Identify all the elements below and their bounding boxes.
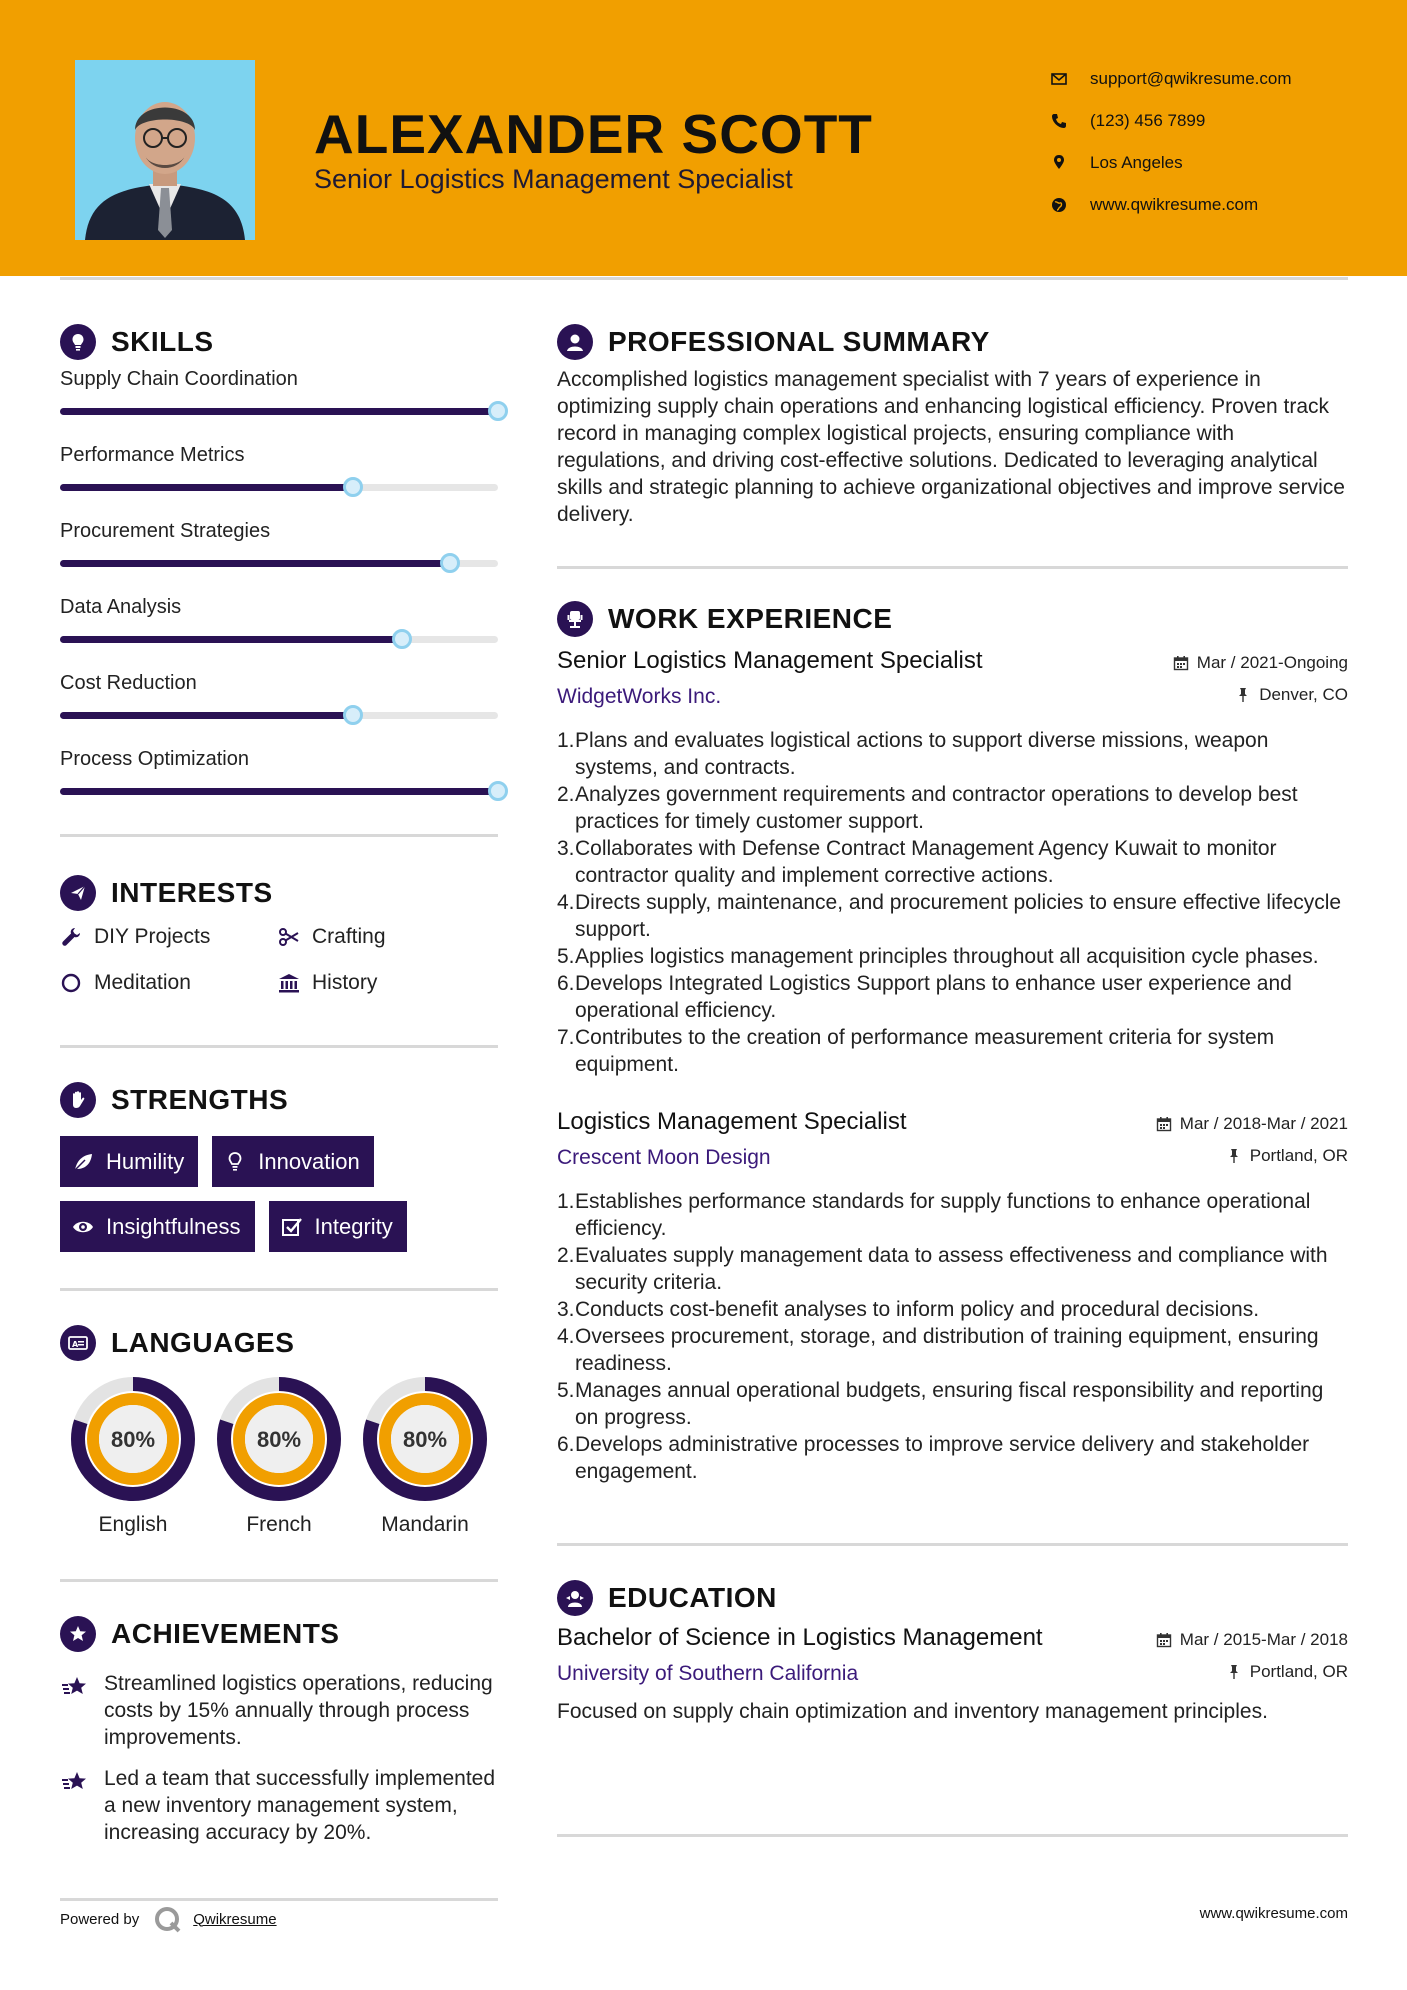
contact-email <box>1050 58 1292 100</box>
education-heading <box>557 1576 1348 1620</box>
skill-knob <box>488 781 508 801</box>
circle-icon <box>60 972 82 994</box>
lightbulb-icon <box>224 1151 246 1173</box>
achievements-title: ACHIEVEMENTS <box>111 1618 340 1649</box>
graduate-icon <box>557 1580 593 1616</box>
job-bullet: 3. Conducts cost-benefit analyses to inform policy and procedural decisions. <box>557 1298 1260 1321</box>
contact-location <box>1050 142 1292 184</box>
achievement-text: Streamlined logistics operations, reducing costs by 15% annually through process improvements. <box>104 1672 493 1749</box>
summary-text: Accomplished logistics management specialist with 7 years of experience in optimizing supply chain operations and enhancing logistical efficiency. Proven track record in managing complex logistical projects, ensuring compliance with regulations, and driving cost-effective solutions. Dedicated to leveraging analytical skills and strategic planning to achieve organizational objectives and improve service delivery. <box>557 368 1345 526</box>
strength-tag <box>60 1136 198 1187</box>
language-donut <box>217 1377 341 1501</box>
interests-list <box>60 915 498 999</box>
job-subheader <box>557 685 1348 709</box>
skill-item <box>60 516 498 592</box>
skill-knob <box>488 401 508 421</box>
skill-bar <box>60 484 498 491</box>
pushpin-icon <box>1235 687 1251 703</box>
interests-heading <box>60 871 498 915</box>
skill-bar <box>60 560 498 567</box>
strength-label: Integrity <box>314 1213 393 1239</box>
education-description: Focused on supply chain optimization and inventory management principles. <box>557 1700 1268 1723</box>
strengths-list <box>60 1122 498 1252</box>
scissors-icon <box>278 926 300 948</box>
candidate-name: ALEXANDER SCOTT <box>314 103 873 165</box>
language-item <box>352 1377 498 1537</box>
contact-website <box>1050 184 1292 226</box>
job-bullet: 6. Develops administrative processes to improve service delivery and stakeholder engagement. <box>557 1431 1348 1485</box>
interest-label: Meditation <box>94 971 191 994</box>
achievements-heading <box>60 1612 498 1656</box>
powered-by-label: Powered by <box>60 1910 140 1928</box>
svg-text:A: A <box>72 1340 79 1349</box>
strength-label: Humility <box>106 1148 185 1174</box>
summary-heading <box>557 320 1348 364</box>
bullet-text: Oversees procurement, storage, and distribution of training equipment, ensuring readiness. <box>575 1325 1319 1375</box>
job-dates <box>1173 653 1348 673</box>
achievement-text: Led a team that successfully implemented a new inventory management system, increasing accuracy by 20%. <box>104 1767 496 1844</box>
qwikresume-link[interactable]: Qwikresume <box>193 1910 277 1928</box>
leaf-icon <box>72 1151 94 1173</box>
interest-label: DIY Projects <box>94 925 211 948</box>
job-entry <box>557 647 1348 1078</box>
job-title: Logistics Management Specialist <box>557 1108 907 1135</box>
footer-url[interactable]: www.qwikresume.com <box>1199 1905 1348 1922</box>
bullet-text: Applies logistics management principles throughout all acquisition cycle phases. <box>575 945 1319 968</box>
candidate-role: Senior Logistics Management Specialist <box>314 164 793 194</box>
education-dates-text: Mar / 2015-Mar / 2018 <box>1179 1630 1348 1649</box>
interest-item <box>60 967 278 999</box>
languages-list <box>60 1365 498 1537</box>
skill-knob <box>343 705 363 725</box>
skill-label: Data Analysis <box>60 596 182 618</box>
job-dates <box>1156 1114 1348 1134</box>
bullet-text: Manages annual operational budgets, ensuring fiscal responsibility and reporting on progress. <box>575 1379 1324 1429</box>
office-chair-icon <box>557 601 593 637</box>
hand-icon <box>60 1082 96 1118</box>
experience-heading <box>557 597 1348 641</box>
header-divider <box>60 277 1348 280</box>
skill-label: Supply Chain Coordination <box>60 368 298 390</box>
education-location <box>1226 1662 1348 1682</box>
skill-label: Cost Reduction <box>60 672 197 694</box>
job-bullet: 4. Oversees procurement, storage, and distribution of training equipment, ensuring readiness. <box>557 1323 1348 1377</box>
job-location <box>1226 1146 1348 1166</box>
section-divider <box>557 1543 1348 1546</box>
location-text: Los Angeles <box>1090 153 1183 172</box>
skill-knob <box>392 629 412 649</box>
bullet-text: Develops Integrated Logistics Support plans to enhance user experience and operational efficiency. <box>575 972 1292 1022</box>
strengths-title: STRENGTHS <box>111 1084 289 1115</box>
language-percent: 80% <box>402 1427 448 1452</box>
section-divider <box>557 1834 1348 1837</box>
qwikresume-logo-icon <box>153 1904 183 1934</box>
calendar-icon <box>1156 1116 1172 1132</box>
skills-list <box>60 364 498 820</box>
job-entry <box>557 1108 1348 1485</box>
bullet-text: Evaluates supply management data to assess effectiveness and compliance with security criteria. <box>575 1244 1328 1294</box>
paper-plane-icon <box>60 875 96 911</box>
experience-title: WORK EXPERIENCE <box>608 603 893 634</box>
achievement-item <box>60 1765 498 1846</box>
job-dates-text: Mar / 2018-Mar / 2021 <box>1179 1114 1348 1133</box>
language-item <box>60 1377 206 1537</box>
skill-bar <box>60 712 498 719</box>
bullet-text: Contributes to the creation of performance measurement criteria for system equipment. <box>575 1026 1275 1076</box>
profile-photo <box>75 60 255 240</box>
languages-title: LANGUAGES <box>111 1327 295 1358</box>
job-bullet: 2. Evaluates supply management data to assess effectiveness and compliance with security criteria. <box>557 1242 1348 1296</box>
job-location <box>1235 685 1348 705</box>
contact-list <box>1050 58 1292 226</box>
skill-item <box>60 364 498 440</box>
skill-knob <box>440 553 460 573</box>
interest-item <box>278 967 498 999</box>
envelope-icon <box>1050 70 1068 88</box>
contact-phone <box>1050 100 1292 142</box>
job-dates-text: Mar / 2021-Ongoing <box>1196 653 1348 672</box>
bullet-text: Develops administrative processes to improve service delivery and stakeholder engagement. <box>575 1433 1310 1483</box>
section-divider <box>60 1288 498 1291</box>
job-bullet: 1. Establishes performance standards for supply functions to enhance operational efficiency. <box>557 1188 1348 1242</box>
skill-fill <box>60 484 353 491</box>
interest-item <box>60 921 278 953</box>
star-badge-icon <box>60 1616 96 1652</box>
skill-fill <box>60 712 353 719</box>
powered-by <box>60 1904 277 1934</box>
education-dates <box>1156 1630 1348 1650</box>
summary-title: PROFESSIONAL SUMMARY <box>608 326 990 357</box>
skill-fill <box>60 636 402 643</box>
skill-item <box>60 440 498 516</box>
job-subheader <box>557 1146 1348 1170</box>
job-bullet: 2. Analyzes government requirements and contractor operations to develop best practices for timely customer support. <box>557 781 1348 835</box>
interest-item <box>278 921 498 953</box>
strength-tag <box>60 1201 255 1252</box>
section-divider <box>60 1045 498 1048</box>
resume-header <box>0 0 1407 276</box>
achievements-list <box>60 1670 498 1846</box>
education-header <box>557 1624 1348 1652</box>
star-icon <box>60 1672 90 1702</box>
calendar-icon <box>1173 655 1189 671</box>
lightbulb-icon <box>60 324 96 360</box>
language-card-icon <box>60 1325 96 1361</box>
school-name: University of Southern California <box>557 1662 859 1685</box>
skill-label: Performance Metrics <box>60 444 245 466</box>
strength-tag <box>212 1136 374 1187</box>
skill-bar <box>60 788 498 795</box>
interests-title: INTERESTS <box>111 877 273 908</box>
job-bullets <box>557 1188 1348 1485</box>
skills-title: SKILLS <box>111 326 214 357</box>
email-text[interactable]: support@qwikresume.com <box>1090 69 1292 88</box>
education-subheader <box>557 1662 1348 1686</box>
education-title: EDUCATION <box>608 1582 777 1613</box>
degree-title: Bachelor of Science in Logistics Management <box>557 1624 1043 1651</box>
star-icon <box>60 1767 90 1797</box>
bullet-text: Directs supply, maintenance, and procurement policies to ensure effective lifecycle support. <box>575 891 1342 941</box>
calendar-icon <box>1156 1632 1172 1648</box>
strengths-heading <box>60 1078 498 1122</box>
user-icon <box>557 324 593 360</box>
wrench-icon <box>60 926 82 948</box>
pushpin-icon <box>1226 1664 1242 1680</box>
right-column <box>557 320 1348 1725</box>
job-bullet: 5. Manages annual operational budgets, ensuring fiscal responsibility and reporting on progress. <box>557 1377 1348 1431</box>
section-divider <box>60 834 498 837</box>
skills-heading <box>60 320 498 364</box>
skill-label: Process Optimization <box>60 748 249 770</box>
section-divider <box>557 566 1348 569</box>
footer-divider <box>60 1898 498 1901</box>
language-donut <box>71 1377 195 1501</box>
job-bullet: 7. Contributes to the creation of performance measurement criteria for system equipment. <box>557 1024 1348 1078</box>
eye-icon <box>72 1216 94 1238</box>
interest-label: Crafting <box>312 925 386 948</box>
language-label: French <box>246 1513 312 1536</box>
language-percent: 80% <box>256 1427 302 1452</box>
job-company: Crescent Moon Design <box>557 1146 771 1169</box>
job-location-text: Denver, CO <box>1259 685 1348 704</box>
skill-bar <box>60 636 498 643</box>
bullet-text: Plans and evaluates logistical actions to support diverse missions, weapon systems, and contracts. <box>575 729 1269 779</box>
education-entry <box>557 1624 1348 1725</box>
skill-label: Procurement Strategies <box>60 520 271 542</box>
phone-text: (123) 456 7899 <box>1090 111 1206 130</box>
job-location-text: Portland, OR <box>1249 1146 1348 1165</box>
skill-knob <box>343 477 363 497</box>
skill-bar <box>60 408 498 415</box>
skill-fill <box>60 560 450 567</box>
bullet-text: Establishes performance standards for supply functions to enhance operational efficiency. <box>575 1190 1311 1240</box>
website-text[interactable]: www.qwikresume.com <box>1090 195 1259 214</box>
job-bullet: 6. Develops Integrated Logistics Support plans to enhance user experience and operational efficiency. <box>557 970 1348 1024</box>
bullet-text: Conducts cost-benefit analyses to inform policy and procedural decisions. <box>575 1298 1260 1321</box>
globe-icon <box>1050 196 1068 214</box>
pushpin-icon <box>1226 1148 1242 1164</box>
phone-icon <box>1050 112 1068 130</box>
language-item <box>206 1377 352 1537</box>
job-bullet: 5. Applies logistics management principles throughout all acquisition cycle phases. <box>557 945 1319 968</box>
job-bullets <box>557 727 1348 1078</box>
job-bullet: 1. Plans and evaluates logistical actions to support diverse missions, weapon systems, and contracts. <box>557 727 1348 781</box>
skill-item <box>60 592 498 668</box>
skill-fill <box>60 408 498 415</box>
bullet-text: Collaborates with Defense Contract Management Agency Kuwait to monitor contractor quality and implement corrective actions. <box>575 837 1277 887</box>
map-pin-icon <box>1050 154 1068 172</box>
languages-heading <box>60 1321 498 1365</box>
strength-tag <box>269 1201 407 1252</box>
language-label: English <box>98 1513 168 1536</box>
bullet-text: Analyzes government requirements and contractor operations to develop best practices for timely customer support. <box>575 783 1298 833</box>
language-percent: 80% <box>110 1427 156 1452</box>
skill-item <box>60 744 498 820</box>
language-donut <box>363 1377 487 1501</box>
job-bullet: 3. Collaborates with Defense Contract Management Agency Kuwait to monitor contractor quality and implement corrective actions. <box>557 835 1348 889</box>
strength-label: Insightfulness <box>106 1213 241 1239</box>
job-title: Senior Logistics Management Specialist <box>557 647 983 674</box>
achievement-item <box>60 1670 498 1751</box>
language-label: Mandarin <box>381 1513 469 1536</box>
left-column <box>60 320 498 1846</box>
checkbox-icon <box>281 1216 303 1238</box>
skill-item <box>60 668 498 744</box>
skill-fill <box>60 788 498 795</box>
section-divider <box>60 1579 498 1582</box>
education-location-text: Portland, OR <box>1249 1662 1348 1681</box>
job-header <box>557 1108 1348 1136</box>
strength-label: Innovation <box>258 1148 360 1174</box>
museum-icon <box>278 972 300 994</box>
job-header <box>557 647 1348 675</box>
job-company: WidgetWorks Inc. <box>557 685 722 708</box>
interest-label: History <box>312 971 378 994</box>
job-bullet: 4. Directs supply, maintenance, and procurement policies to ensure effective lifecycle support. <box>557 889 1348 943</box>
